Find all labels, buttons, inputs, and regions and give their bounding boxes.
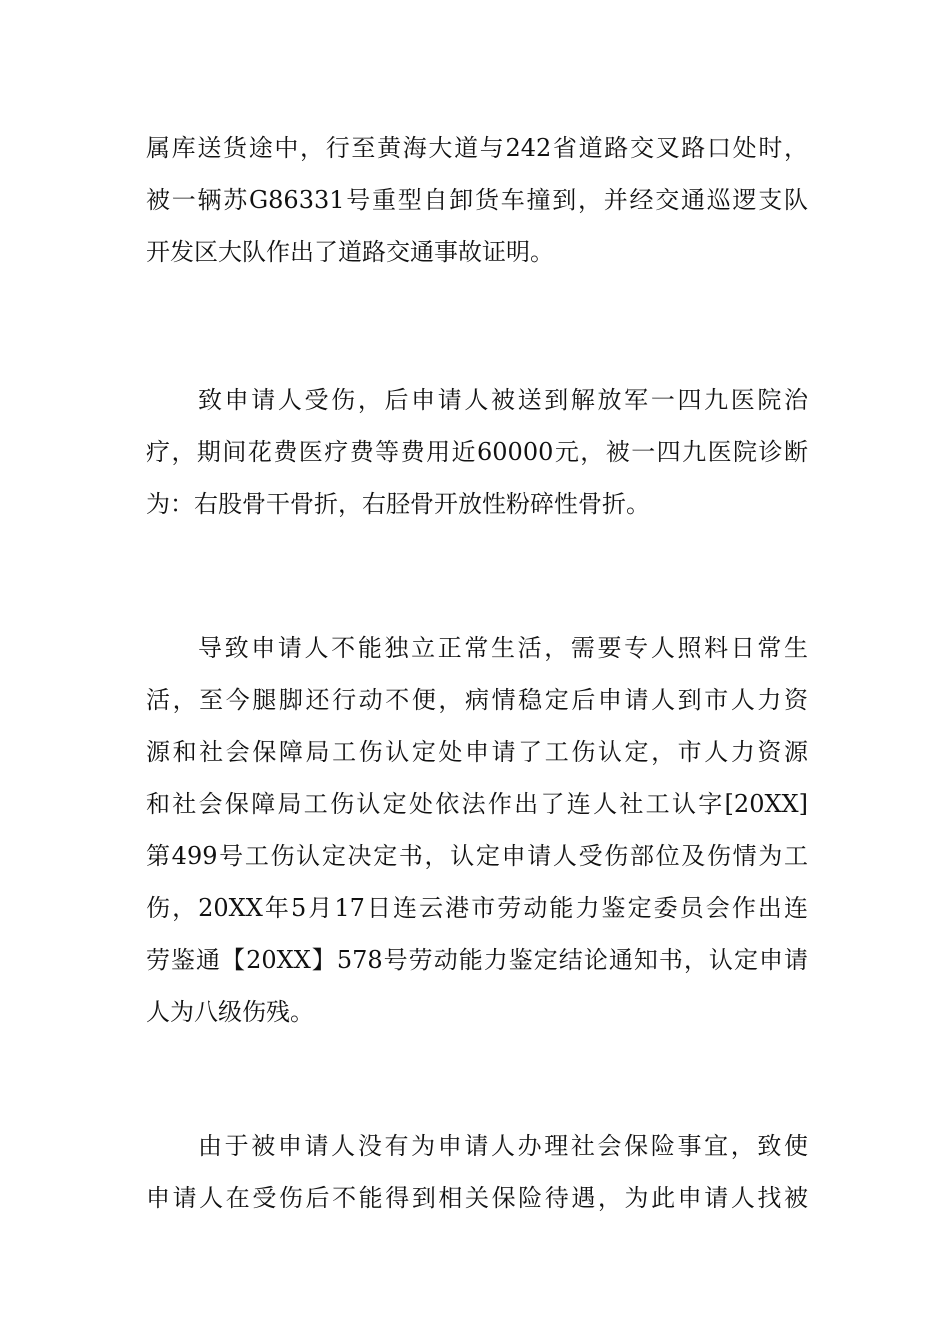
paragraph-line: 为：右股骨干骨折，右胫骨开放性粉碎性骨折。 (146, 490, 650, 518)
paragraph-accident (146, 122, 808, 278)
paragraph-social-insurance (146, 1120, 808, 1224)
paragraph-line: 属库送货途中，行至黄海大道与242省道路交叉路口处时， (146, 134, 808, 162)
paragraph-line: 活，至今腿脚还行动不便，病情稳定后申请人到市人力资 (146, 686, 808, 714)
paragraph-injury (146, 374, 808, 530)
paragraph-line: 致申请人受伤，后申请人被送到解放军一四九医院治 (198, 386, 808, 414)
paragraph-line: 伤，20XX年5月17日连云港市劳动能力鉴定委员会作出连 (146, 894, 808, 922)
paragraph-line: 被一辆苏G86331号重型自卸货车撞到，并经交通巡逻支队 (146, 186, 808, 214)
paragraph-line: 源和社会保障局工伤认定处申请了工伤认定，市人力资源 (146, 738, 808, 766)
paragraph-line: 由于被申请人没有为申请人办理社会保险事宜，致使 (198, 1132, 808, 1160)
paragraph-line: 申请人在受伤后不能得到相关保险待遇，为此申请人找被 (146, 1184, 808, 1212)
paragraph-line: 导致申请人不能独立正常生活，需要专人照料日常生 (198, 634, 808, 662)
paragraph-work-injury-determination (146, 622, 808, 1038)
paragraph-line: 第499号工伤认定决定书，认定申请人受伤部位及伤情为工 (146, 842, 808, 870)
paragraph-line: 疗，期间花费医疗费等费用近60000元，被一四九医院诊断 (146, 438, 808, 466)
paragraph-line: 开发区大队作出了道路交通事故证明。 (146, 238, 554, 266)
paragraph-line: 人为八级伤残。 (146, 998, 314, 1026)
paragraph-line: 劳鉴通【20XX】578号劳动能力鉴定结论通知书，认定申请 (146, 946, 808, 974)
paragraph-line: 和社会保障局工伤认定处依法作出了连人社工认字[20XX] (146, 790, 808, 818)
